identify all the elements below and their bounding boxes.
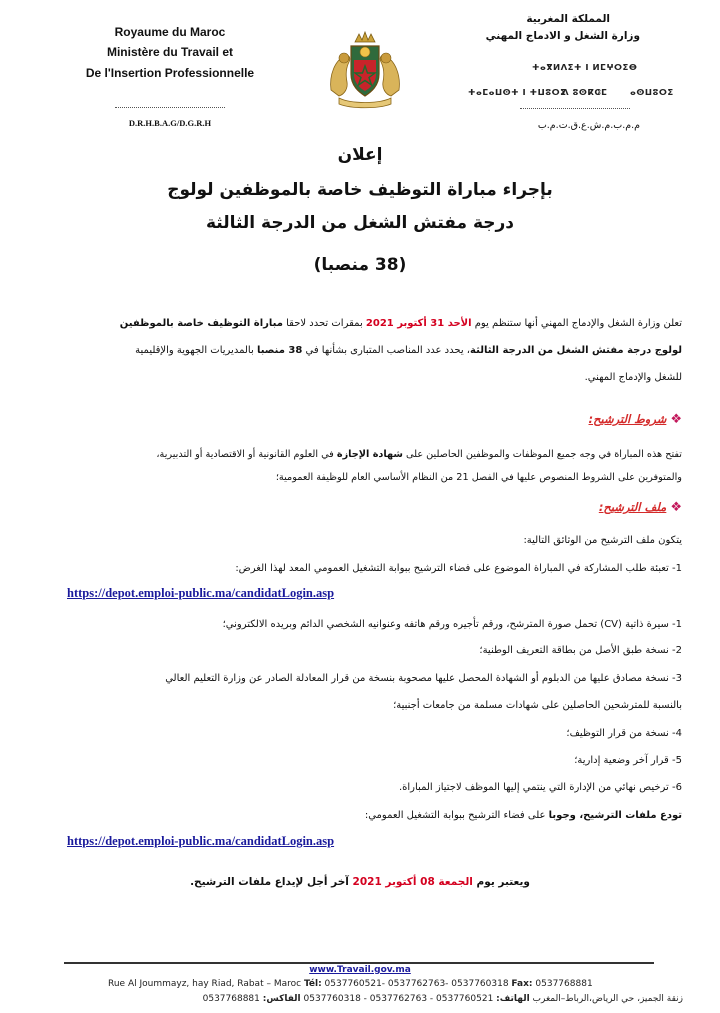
footer-website-link[interactable]: www.Travail.gov.ma (309, 965, 411, 975)
header-tifinagh-line-1: ⵜⴰⴳⵍⴷⵉⵜ ⵏ ⵍⵎⵖⵔⵉⴱ (532, 63, 638, 73)
file-item-cv: 1- سيرة ذاتية (CV) تحمل صورة المترشح، ورقم تأجيره ورقم هاتفه وعنوانيه الشخصي الدائم وبريده الالكتروني؛ (222, 619, 682, 630)
deadline-text: آخر أجل لإيداع ملفات الترشيح. (190, 876, 353, 888)
header-ar-line-2: وزارة الشغل و الادماج المهني (485, 30, 640, 42)
deposit-text: على فضاء الترشيح ببوابة التشغيل العمومي: (364, 810, 549, 821)
footer-divider (64, 962, 654, 964)
file-item-diploma: 3- نسخة مصادق عليها من الدبلوم أو الشهادة المحصل عليها مصحوبة بنسخة من قرار المعادلة الصادر عن وزارة التعليم العالي (165, 673, 682, 684)
footer-ar-address (203, 994, 683, 1004)
header-fr-line-3: De l'Insertion Professionnelle (85, 66, 255, 80)
diamond-bullet-icon: ❖ (670, 412, 682, 427)
header-tifinagh-line-2b: ⴷ ⵓⵙⴽⵛⵎ (562, 88, 608, 98)
intro-paragraph-line-1 (37, 312, 682, 335)
header-ar-line-1: المملكة المغربية (526, 13, 610, 25)
file-item-authorization: 6- ترخيص نهائي من الإدارة التي ينتمي إليها الموظف لاجتياز المباراة. (398, 782, 682, 793)
diamond-bullet-icon: ❖ (670, 500, 682, 515)
announcement-positions-count: (38 منصبا) (313, 255, 407, 275)
deadline-text: ويعتبر يوم (472, 876, 530, 888)
file-item-id-card: 2- نسخة طبق الأصل من بطاقة التعريف الوطنية؛ (479, 645, 682, 656)
file-heading-label: ملف الترشيح: (598, 500, 667, 514)
header-fr-line-2: Ministère du Travail et (106, 45, 234, 59)
deposit-instructions (32, 810, 682, 821)
conditions-line-2: والمتوفرين على الشروط المنصوص عليها في الفصل 21 من النظام الأساسي العام للوظيفة العمومية؛ (275, 472, 682, 483)
royal-coat-of-arms-icon (325, 30, 405, 110)
header-ar-ref: م.م.ب.م.ش.ع.ق.ت.م.ب (537, 120, 640, 131)
positions-number: 38 منصبا (256, 345, 303, 356)
file-item-diploma-cont: بالنسبة للمترشحين الحاصلين على شهادات مسلمة من جامعات أجنبية؛ (393, 700, 682, 711)
footer-tel-numbers: 0537760521- 0537762763- 0537760318 (324, 979, 509, 989)
header-fr-dots (115, 107, 225, 108)
conditions-heading (589, 412, 682, 427)
footer-fax-number: 0537768881 (535, 979, 593, 989)
footer-tel-label: Tél: (303, 979, 322, 989)
intro-paragraph-line-3: للشغل والإدماج المهني. (584, 372, 682, 383)
footer-ar-fax-number: 0537768881 (202, 994, 260, 1004)
footer-ar-address-text: زنقة الجميز، حي الرياض،الرباط–المغرب (532, 994, 683, 1004)
announcement-title: إعلان (337, 145, 383, 165)
conditions-degree: شهادة الإجازة (336, 449, 403, 460)
header-tifinagh-line-2a: ⵜⴰⵎⴰⵡⵙⵜ ⵏ ⵜⵡⵓⵔⵉ (468, 88, 567, 98)
deposit-portal-link[interactable]: https://depot.emploi-public.ma/candidatLogin.asp (67, 834, 335, 848)
application-portal-link[interactable]: https://depot.emploi-public.ma/candidatLogin.asp (67, 586, 335, 600)
intro-text: تعلن وزارة الشغل والإدماج المهني أنها ستنظم يوم (471, 318, 682, 329)
file-intro: يتكون ملف الترشيح من الوثائق التالية: (523, 535, 682, 546)
file-item-admin-status: 5- قرار آخر وضعية إدارية؛ (574, 755, 682, 766)
file-item-application-form: 1- تعبئة طلب المشاركة في المباراة الموضوع على فضاء الترشيح ببوابة التشغيل العمومي المعد لهذا الغرض: (235, 563, 682, 574)
header-tifinagh-line-2c: ⴰⵙⵡⵓⵔⵉ (630, 88, 674, 98)
header-fr-line-1: Royaume du Maroc (114, 25, 226, 39)
intro-bold-text: مباراة التوظيف خاصة بالموظفين (119, 318, 283, 329)
footer-fr-address (108, 979, 593, 989)
header-ar-dots (520, 108, 630, 109)
intro-paragraph-line-2 (37, 339, 682, 362)
footer-ar-tel-numbers: 0537760521 - 0537762763 - 0537760318 (303, 994, 494, 1004)
footer-address: Rue Al Joummayz, hay Riad, Rabat – Maroc (108, 979, 302, 989)
deadline-date: الجمعة 08 أكتوبر 2021 (352, 876, 473, 888)
contest-date: الأحد 31 أكتوبر 2021 (365, 318, 472, 329)
intro-text: ، يحدد عدد المناصب المتبارى بشأنها في (302, 345, 471, 356)
file-heading (599, 500, 682, 515)
footer-ar-fax-label: الفاكس: (262, 994, 301, 1004)
file-item-recruitment-decision: 4- نسخة من قرار التوظيف؛ (566, 728, 682, 739)
announcement-subtitle-1: بإجراء مباراة التوظيف خاصة بالموظفين لولوج (167, 180, 553, 200)
intro-bold-text: لولوج درجة مفتش الشغل من الدرجة الثالثة (470, 345, 682, 356)
intro-text: بالمديريات الجهوية والإقليمية (135, 345, 257, 356)
footer-fax-label: Fax: (511, 979, 533, 989)
conditions-text: تفتح هذه المباراة في وجه جميع الموظفات والموظفين الحاصلين على (402, 449, 682, 460)
header-fr-ref: D.R.H.B.A.G/D.G.R.H (128, 118, 212, 128)
footer-ar-tel-label: الهاتف: (496, 994, 530, 1004)
conditions-text: في العلوم القانونية أو الاقتصادية أو التدبيرية، (156, 449, 337, 460)
deposit-bold-text: تودع ملفات الترشيح، وجوبا (548, 810, 682, 821)
intro-text: بمقرات تحدد لاحقا (282, 318, 366, 329)
deadline-line (0, 876, 720, 888)
conditions-line-1 (37, 443, 682, 466)
announcement-subtitle-2: درجة مفتش الشغل من الدرجة الثالثة (205, 213, 515, 233)
conditions-heading-label: شروط الترشيح: (588, 412, 667, 426)
